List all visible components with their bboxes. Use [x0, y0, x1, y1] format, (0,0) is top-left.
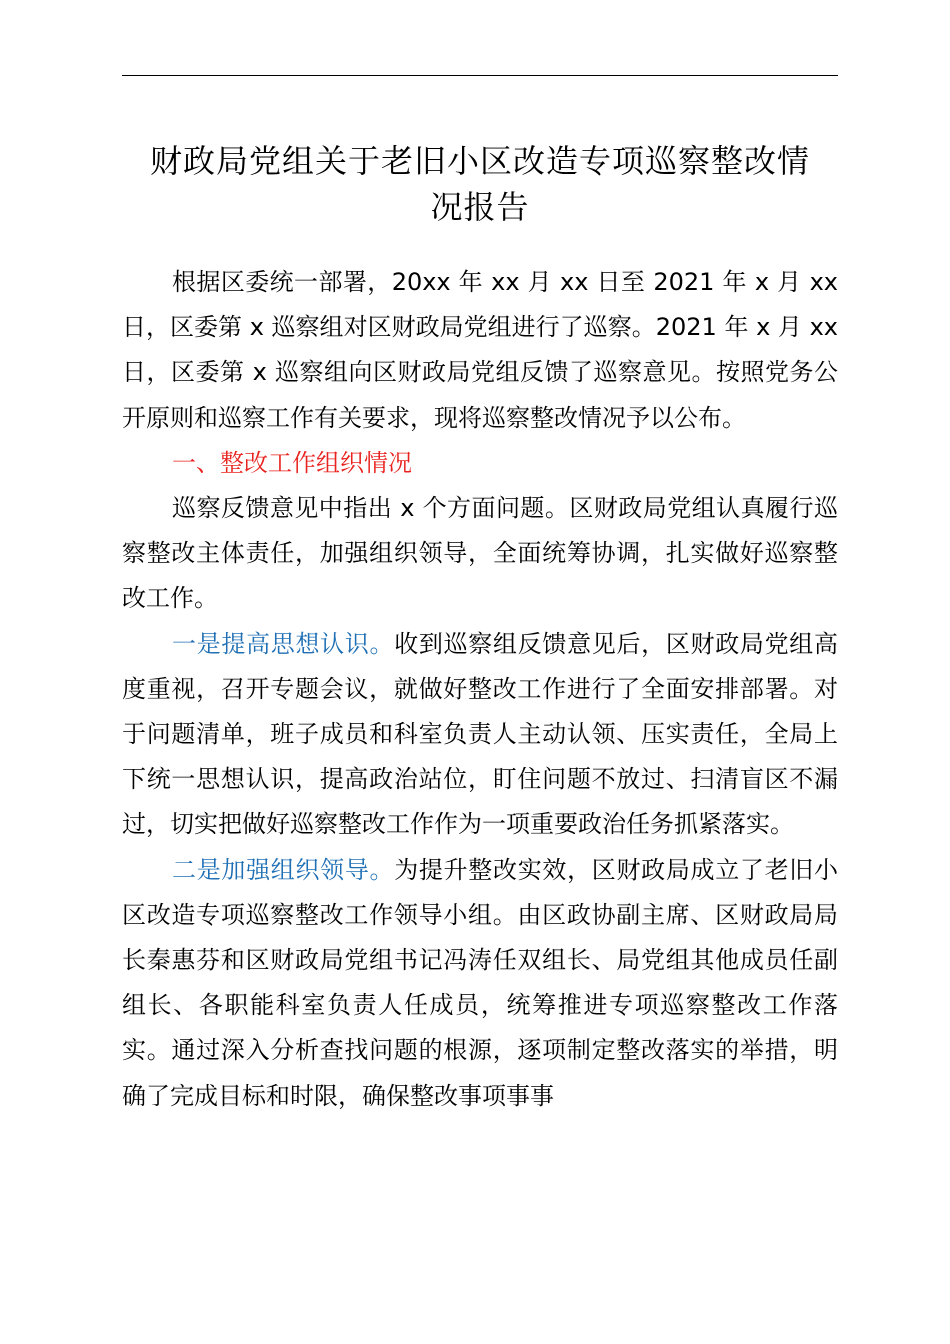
point-1-body: 收到巡察组反馈意见后，区财政局党组高度重视，召开专题会议，就做好整改工作进行了全面安排部署。对于问题清单，班子成员和科室负责人主动认领、压实责任，全局上下统一思想认识，提高政治站位，盯住问题不放过、扫清盲区不漏过，切实把做好巡察整改工作作为一项重要政治任务抓紧落实。 — [122, 629, 839, 839]
title-line-2: 况报告 — [430, 188, 530, 226]
section-1-paragraph: 巡察反馈意见中指出 x 个方面问题。区财政局党组认真履行巡察整改主体责任，加强组织领导，全面统筹协调，扎实做好巡察整改工作。 — [122, 494, 838, 613]
document-title — [122, 138, 838, 230]
point-1-paragraph — [122, 622, 838, 848]
point-2-lead: 二是加强组织领导。 — [172, 855, 395, 884]
document-body — [122, 260, 838, 1119]
title-line-1: 财政局党组关于老旧小区改造专项巡察整改情 — [149, 142, 810, 180]
point-2-paragraph — [122, 848, 838, 1119]
point-2-body: 为提升整改实效，区财政局成立了老旧小区改造专项巡察整改工作领导小组。由区政协副主席、区财政局局长秦惠芬和区财政局党组书记冯涛任双组长、局党组其他成员任副组长、各职能科室负责人任成员，统筹推进专项巡察整改工作落实。通过深入分析查找问题的根源，逐项制定整改落实的举措，明确了完成目标和时限，确保整改事项事事 — [122, 855, 839, 1110]
header-rule — [122, 75, 838, 76]
point-1-lead: 一是提高思想认识。 — [172, 629, 395, 658]
section-heading-1: 一、整改工作组织情况 — [172, 448, 412, 477]
intro-paragraph: 根据区委统一部署，20xx 年 xx 月 xx 日至 2021 年 x 月 xx 日，区委第 x 巡察组对区财政局党组进行了巡察。2021 年 x 月 xx 日，区委第 x 巡察组向区财政局党组反馈了巡察意见。按照党务公开原则和巡察工作有关要求，现将巡察整改情况予以公布。 — [122, 268, 838, 432]
